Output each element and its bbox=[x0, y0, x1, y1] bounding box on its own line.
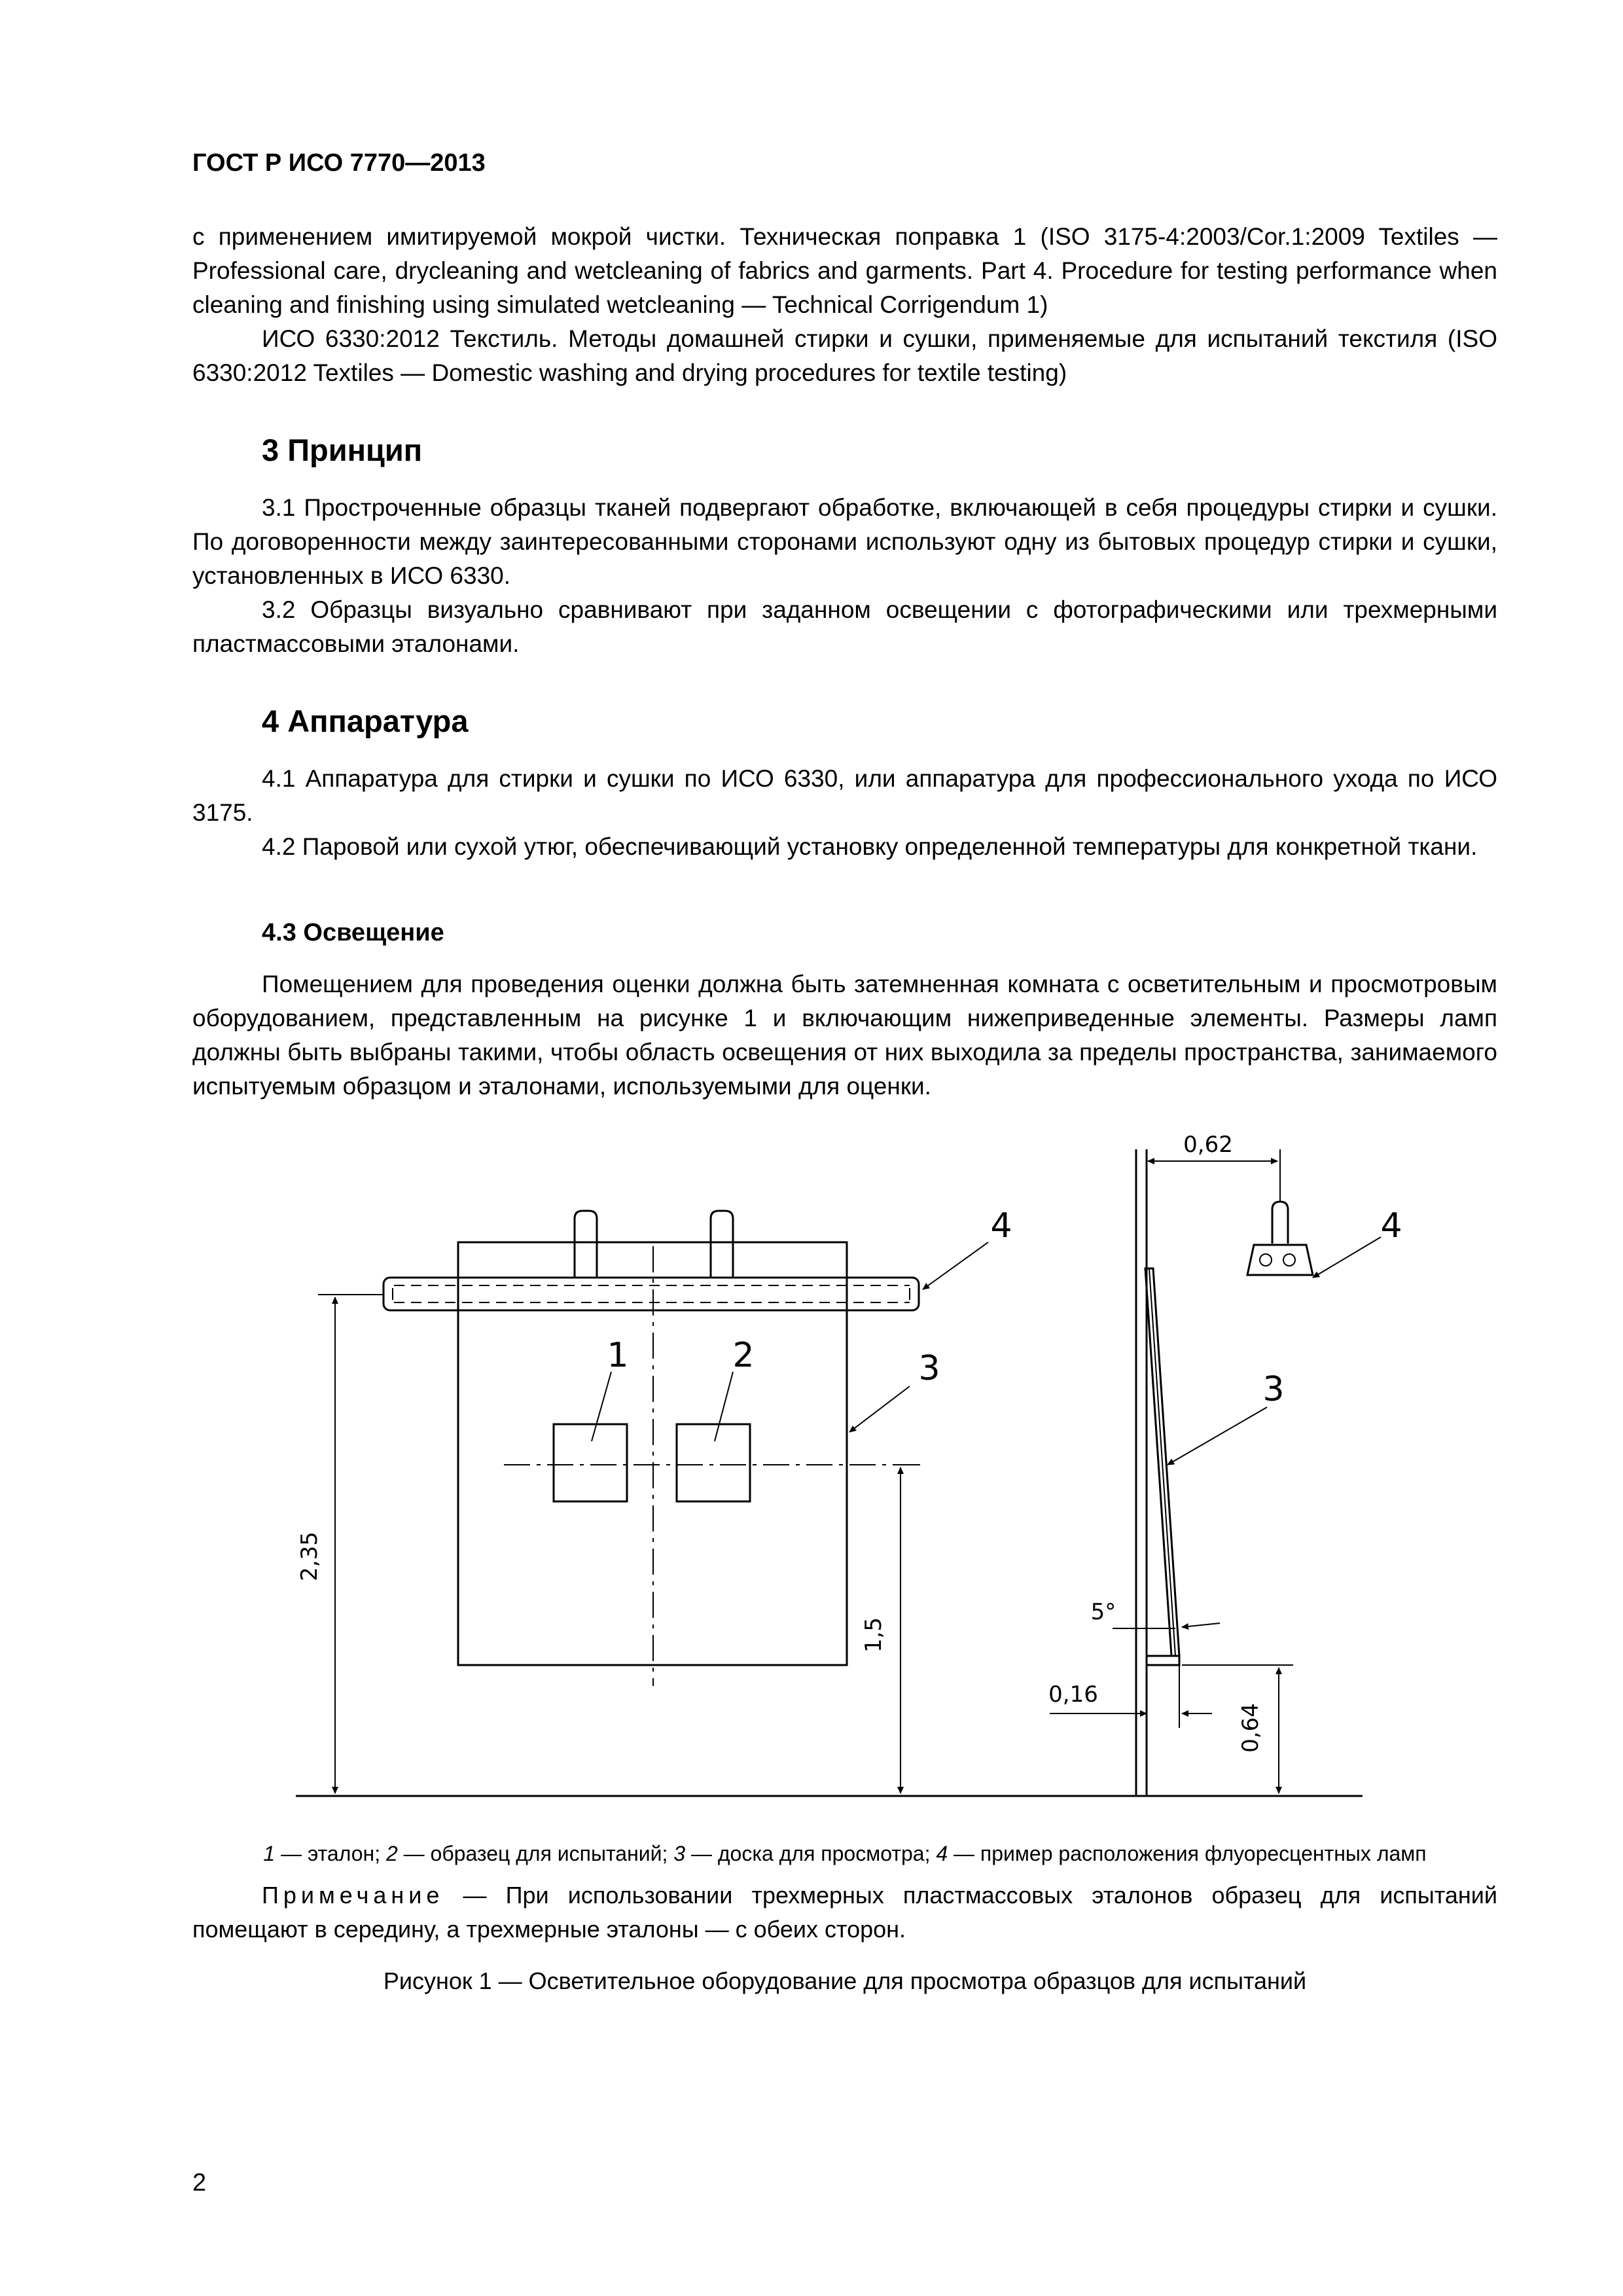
section-4-title: 4 Аппаратура bbox=[262, 704, 469, 738]
intro-paragraph-2: ИСО 6330:2012 Текстиль. Методы домашней стирки и сушки, применяемые для испытаний текстиля (ISO 6330:2012 Textiles — Domestic washing and drying procedures for textile testing) bbox=[192, 325, 1497, 386]
test-sample bbox=[677, 1424, 750, 1501]
section-3-2-paragraph: 3.2 Образцы визуально сравнивают при заданном освещении с фотографическими или трехмерными пластмассовыми эталонами. bbox=[192, 596, 1497, 657]
label-4-side: 4 bbox=[1380, 1206, 1402, 1246]
dim-base-depth: 0,16 bbox=[1048, 1681, 1098, 1708]
figure-note bbox=[192, 1878, 1497, 1946]
label-3-side: 3 bbox=[1262, 1370, 1285, 1409]
standard-sample bbox=[554, 1424, 627, 1501]
board-base-side bbox=[1147, 1656, 1179, 1665]
figure-legend: 1 — эталон; 2 — образец для испытаний; 3 — доска для просмотра; 4 — пример расположения флуоресцентных ламп bbox=[263, 1842, 1427, 1865]
lamp-hook-left bbox=[575, 1211, 597, 1278]
lamp-side bbox=[1247, 1245, 1313, 1275]
document-header: ГОСТ Р ИСО 7770—2013 bbox=[192, 149, 486, 177]
label-4-front: 4 bbox=[990, 1206, 1012, 1246]
section-3-1-paragraph: 3.1 Простроченные образцы тканей подвергают обработке, включающей в себя процедуры стирки и сушки. По договоренности между заинтересованными сторонами используют одну из бытовых процедур стирки и сушки, установленных в ИСО 6330. bbox=[192, 494, 1497, 589]
label-3-front: 3 bbox=[918, 1349, 940, 1388]
dim-angle: 5° bbox=[1090, 1599, 1116, 1625]
dim-base-height: 0,64 bbox=[1238, 1703, 1264, 1753]
section-3-title: 3 Принцип bbox=[262, 433, 423, 467]
note-text: — При использовании трехмерных пластмассовых эталонов образец для испытаний помещают в середину, а трехмерные эталоны — с обеих сторон. bbox=[192, 1882, 1497, 1943]
intro-paragraph-1: с применением имитируемой мокрой чистки. Техническая поправка 1 (ISO 3175-4:2003/Cor.1:2009 Textiles — Professional care, drycleaning and wetcleaning of fabrics and garments. Part 4. Procedure for testing performance when cleaning and finishing using simulated wetcleaning — Technical Corrigendum 1) bbox=[192, 223, 1497, 318]
section-4-2-paragraph: 4.2 Паровой или сухой утюг, обеспечивающий установку определенной температуры для конкретной ткани. bbox=[262, 833, 1478, 860]
dim-lamp-offset: 0,62 bbox=[1183, 1132, 1233, 1158]
dim-height-total: 2,35 bbox=[296, 1532, 323, 1581]
section-4-3-title: 4.3 Освещение bbox=[262, 919, 444, 946]
figure-caption: Рисунок 1 — Осветительное оборудование для просмотра образцов для испытаний bbox=[383, 1967, 1307, 1994]
section-4-1-paragraph: 4.1 Аппаратура для стирки и сушки по ИСО 6330, или аппаратура для профессионального ухода по ИСО 3175. bbox=[192, 765, 1497, 826]
lamp-hook-side bbox=[1272, 1202, 1288, 1244]
label-1: 1 bbox=[607, 1336, 629, 1375]
label-2: 2 bbox=[732, 1336, 755, 1375]
note-label: Примечание bbox=[262, 1882, 444, 1909]
lamp-bar-front bbox=[383, 1278, 919, 1310]
page-number: 2 bbox=[192, 2169, 207, 2197]
lamp-hook-right bbox=[711, 1211, 733, 1278]
dim-height-center: 1,5 bbox=[861, 1617, 887, 1653]
section-4-3-paragraph: Помещением для проведения оценки должна быть затемненная комната с осветительным и просмотровым оборудованием, представленным на рисунке 1 и включающим нижеприведенные элементы. Размеры ламп должны быть выбраны такими, чтобы область освещения от них выходила за пределы пространства, занимаемого испытуемым образцом и эталонами, используемыми для оценки. bbox=[192, 971, 1497, 1100]
